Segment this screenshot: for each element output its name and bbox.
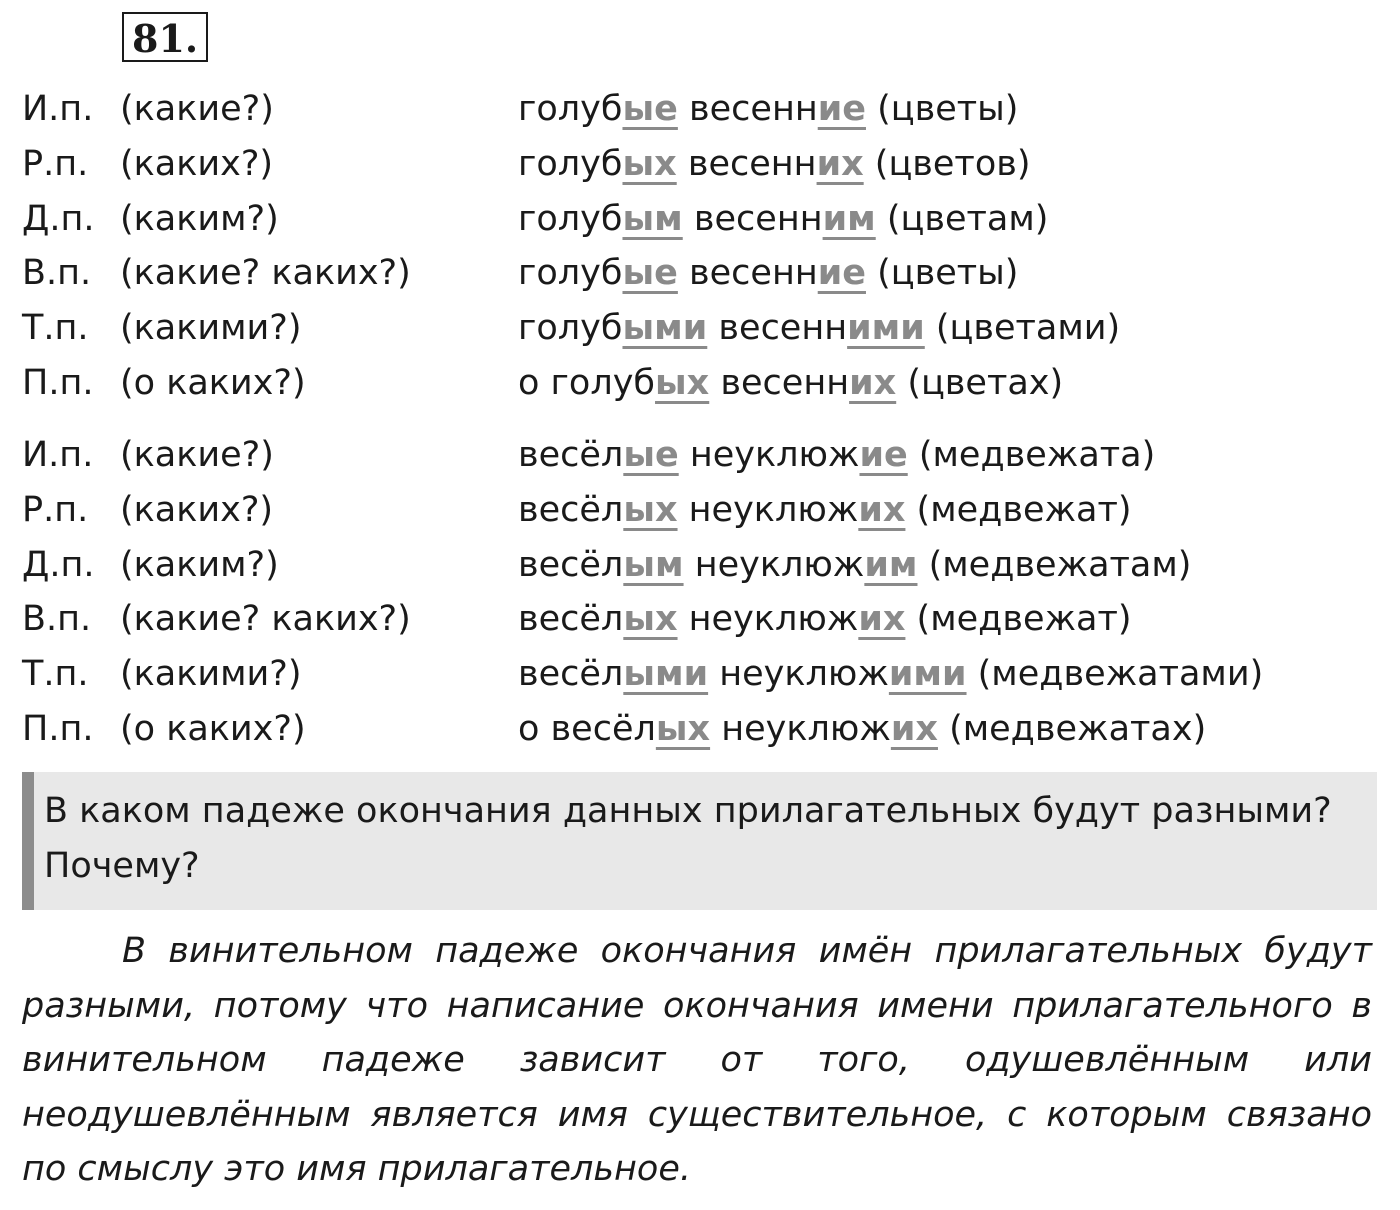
phrase-text: неуклюж [678, 435, 860, 475]
answer-paragraph: В винительном падеже окончания имён прилагательных будут разными, потому что написание окончания имени прилагательного в винительном падеже зависит от того, одушевлённым или неодушевлённым является имя существительное, с которым связано по смыслу это имя прилагательное. [22, 931, 1372, 1189]
phrase-text: (цветы) [865, 89, 1019, 129]
phrase-text: весёл [518, 489, 624, 530]
declined-phrase [518, 483, 1132, 537]
phrase-text: (цветами) [924, 308, 1121, 349]
declined-phrase [518, 428, 1155, 482]
declined-phrase [518, 301, 1120, 355]
phrase-text: (медвежатах) [937, 709, 1207, 749]
ending-highlight: ими [847, 308, 925, 349]
ending-highlight: ие [817, 253, 866, 294]
case-question: (какими?) [120, 654, 302, 695]
ending-highlight: их [858, 599, 906, 640]
phrase-text: (цветах) [896, 363, 1064, 403]
ending-highlight: ие [817, 89, 866, 129]
declined-phrase [518, 538, 1191, 592]
question-line-2: Почему? [44, 846, 200, 886]
ending-highlight: ых [623, 599, 678, 640]
phrase-text: о весёл [518, 709, 656, 749]
ending-highlight: ыми [622, 308, 708, 349]
case-question: (каких?) [120, 489, 274, 530]
exercise-number: 81. [122, 12, 208, 62]
case-question: (о каких?) [120, 709, 306, 749]
declined-phrase [518, 82, 1018, 136]
ending-highlight: ых [655, 363, 710, 403]
phrase-text: (медвежатами) [966, 654, 1264, 695]
phrase-text: голуб [518, 198, 623, 239]
phrase-text: (цветы) [865, 253, 1019, 294]
phrase-text: (медвежат) [905, 599, 1132, 640]
phrase-text: голуб [518, 143, 623, 184]
ending-highlight: их [816, 143, 864, 184]
case-question: (о каких?) [120, 363, 306, 403]
phrase-text: (медвежатам) [917, 544, 1192, 585]
phrase-text: весенн [707, 308, 848, 349]
case-question: (какие?) [120, 435, 274, 475]
case-label: И.п. [22, 435, 94, 475]
ending-highlight: ые [622, 89, 678, 129]
case-label: Т.п. [22, 308, 89, 349]
ending-highlight: ым [622, 198, 683, 239]
ending-highlight: ым [623, 544, 684, 585]
ending-highlight: ие [859, 435, 908, 475]
ending-highlight: ых [623, 489, 678, 530]
phrase-text: (медвежата) [907, 435, 1156, 475]
ending-highlight: ые [623, 435, 679, 475]
ending-highlight: ые [622, 253, 678, 294]
phrase-text: голуб [518, 89, 623, 129]
phrase-text: весенн [677, 89, 818, 129]
phrase-text: весенн [677, 253, 818, 294]
phrase-text: о голуб [518, 363, 656, 403]
declined-phrase [518, 702, 1206, 756]
case-label: П.п. [22, 363, 94, 403]
declined-phrase [518, 137, 1031, 191]
phrase-text: весёл [518, 654, 624, 695]
case-question: (какие?) [120, 89, 274, 129]
phrase-text: (цветов) [863, 143, 1031, 184]
ending-highlight: им [822, 198, 876, 239]
ending-highlight: ых [622, 143, 677, 184]
phrase-text: весенн [709, 363, 850, 403]
case-label: Д.п. [22, 198, 95, 239]
phrase-text: (медвежат) [905, 489, 1132, 530]
case-label: Д.п. [22, 544, 95, 585]
phrase-text: голуб [518, 253, 623, 294]
case-label: Т.п. [22, 654, 89, 695]
case-question: (каким?) [120, 544, 279, 585]
phrase-text: неуклюж [683, 544, 865, 585]
declined-phrase [518, 246, 1018, 300]
answer-text [22, 924, 1372, 1197]
case-label: В.п. [22, 253, 92, 294]
ending-highlight: их [849, 363, 897, 403]
ending-highlight: ими [888, 654, 967, 695]
ending-highlight: им [864, 544, 918, 585]
phrase-text: весёл [518, 435, 624, 475]
phrase-text: весёл [518, 544, 624, 585]
ending-highlight: их [858, 489, 906, 530]
case-question: (каких?) [120, 143, 274, 184]
phrase-text: весёл [518, 599, 624, 640]
question-line-1: В каком падеже окончания данных прилагательных будут разными? [44, 791, 1332, 831]
phrase-text: неуклюж [677, 489, 859, 530]
question-box [22, 772, 1377, 910]
case-question: (какие? каких?) [120, 253, 411, 294]
declined-phrase [518, 647, 1263, 701]
phrase-text: весенн [676, 143, 817, 184]
case-label: Р.п. [22, 489, 89, 530]
ending-highlight: ыми [623, 654, 709, 695]
phrase-text: весенн [682, 198, 823, 239]
case-label: П.п. [22, 709, 94, 749]
declined-phrase [518, 356, 1063, 410]
declined-phrase [518, 192, 1048, 246]
case-label: И.п. [22, 89, 94, 129]
phrase-text: неуклюж [710, 709, 891, 749]
ending-highlight: их [890, 709, 938, 749]
phrase-text: (цветам) [875, 198, 1049, 239]
declined-phrase [518, 592, 1132, 646]
phrase-text: голуб [518, 308, 623, 349]
case-question: (какие? каких?) [120, 599, 411, 640]
case-label: Р.п. [22, 143, 89, 184]
ending-highlight: ых [655, 709, 711, 749]
case-label: В.п. [22, 599, 92, 640]
case-question: (какими?) [120, 308, 302, 349]
phrase-text: неуклюж [708, 654, 889, 695]
case-question: (каким?) [120, 198, 279, 239]
phrase-text: неуклюж [677, 599, 859, 640]
